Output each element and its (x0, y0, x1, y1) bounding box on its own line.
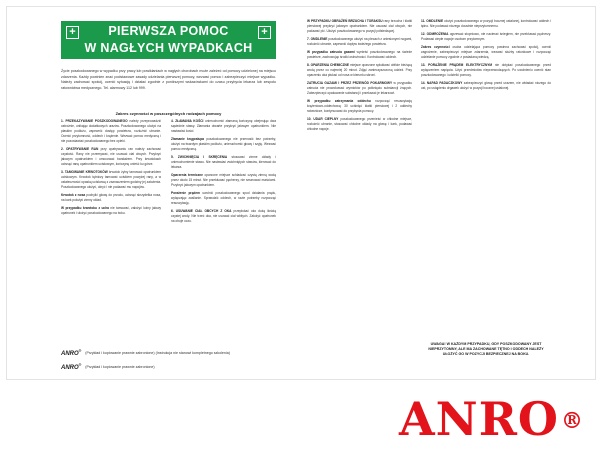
text-column-2 (171, 119, 276, 227)
instruction-section (421, 19, 551, 29)
poster-title-line2: W NAGŁYCH WYPADKACH (84, 41, 253, 55)
instruction-text: rany brzucha i klatki piersiowej przykryć jałowym opatrunkiem. Nie usuwać ciał obcych, nie podawać pić. Ułożyć poszkodowanego w pozycji półsiedzącej. (307, 19, 413, 33)
instruction-heading: 12. ODMROŻENIA (421, 32, 449, 36)
first-aid-cross-icon: + (258, 26, 271, 39)
instruction-heading: 3. TAMOWANIE KRWOTOKÓW (61, 170, 108, 174)
instruction-text: poszkodowanego przenieść w chłodne miejsce, rozluźnić ubranie, stosować chłodne okłady na głowę i kark, podawać chłodne napoje. (307, 117, 413, 131)
instruction-section (171, 209, 276, 224)
instruction-text: zabezpieczyć głowę przed urazem, nie wkładać niczego do ust, po ustąpieniu drgawek ułożyć w pozycji bocznej ustalonej. (421, 81, 552, 90)
anro-small-logo: ANRO® (61, 349, 82, 357)
instruction-heading: 11. OMDLENIE (421, 19, 444, 23)
text-column-3 (307, 19, 412, 135)
instruction-text: ogrzewać stopniowo, nie nacierać śniegiem, nie przekłuwać pęcherzy. Podawać ciepłe napoje osobom przytomnym. (421, 32, 551, 41)
text-column-4 (421, 19, 551, 94)
poster-title-banner (61, 21, 276, 59)
brand-name: ANRO (398, 392, 559, 446)
instruction-section (61, 193, 161, 203)
text-column-1 (61, 119, 161, 219)
instruction-heading: 8. OPARZENIA CHEMICZNE (307, 63, 349, 67)
instruction-heading: 7. OMDLENIE (307, 37, 328, 41)
footnotes (61, 349, 230, 377)
instruction-section (307, 81, 412, 96)
instruction-heading: 6. USUWANIE CIAŁ OBCYCH Z OKA (171, 209, 232, 213)
instruction-text: stosować zimne okłady i unieruchomienie stawu. Nie nastawiać zwichniętych stawów, kierować do lekarza. (171, 155, 276, 169)
instruction-text: unieruchomić złamaną kończynę obejmując dwa sąsiednie stawy. Złamania otwarte przykryć jałowym opatrunkiem. Nie nastawiać kości. (171, 119, 277, 133)
instruction-heading: Oparzenia termiczne (171, 173, 203, 177)
instruction-text: oparzone miejsce schładzać czystą zimną wodą przez około 15 minut. Nie przekłuwać pęcherzy, nie smarować maściami. Przykryć jałowym opatrunkiem. (171, 173, 276, 187)
intro-heading: Zakres czynności w poszczególnych rodzajach pomocy (115, 111, 222, 116)
instruction-section (307, 99, 412, 114)
instruction-section (421, 63, 551, 78)
intro-paragraph: Życie poszkodowanego w wypadku przy pracy lub powikłaniach w nagłych chorobach może zależeć od pomocy udzielonej na miejscu zdarzenia. Każdy powinien znać podstawowe zasady udzielania pierwszej pomocy, wezwać pomoc i zabezpieczyć miejsce wypadku. Należy zachować spokój, ocenić sytuację i działać zgodnie z poniższymi wskazówkami do czasu przybycia lekarza lub zespołu ratownictwa medycznego. Tel. alarmowy 112 lub 999. (61, 69, 276, 90)
instruction-section (61, 170, 161, 190)
instruction-heading: ZATRUCIA GAZAMI I PRZEZ PRZEWÓD POKARMOWY (307, 81, 393, 85)
instruction-section (307, 63, 412, 78)
instruction-heading: 5. ZWICHNIĘCIA I SKRĘCENIA (171, 155, 228, 159)
instruction-heading: 10. UDAR CIEPLNY (307, 117, 339, 121)
instruction-text: poszkodowanego ułożyć na plecach z uniesionymi nogami, rozluźnić ubranie, zapewnić dopływ świeżego powietrza. (307, 37, 412, 46)
instruction-heading: 14. NAPAD PADACZKOWY (421, 81, 463, 85)
instruction-section (61, 206, 161, 216)
instruction-text: w przypadku zatrucia nie prowokować wymiotów po połknięciu substancji żrących. Zabezpieczyć opakowanie substancji i przekazać je lekarzowi. (307, 81, 412, 95)
footnote-2 (61, 363, 230, 371)
instruction-text: poszkodowanego nie przenosić bez potrzeby, ułożyć na twardym płaskim podłożu, unieruchomić głowę i szyję. Wezwać pomoc medyczną. (171, 137, 277, 151)
instruction-heading: Porażenie prądem (171, 191, 200, 195)
instruction-text: pochylić głowę do przodu, ucisnąć skrzydełka nosa, na kark położyć zimny okład. (61, 193, 161, 202)
instruction-heading: 1. PRZEKAZYWANIE POSZKODOWANEGO (61, 119, 128, 123)
instruction-heading: W przypadku krwotoku z ucha (61, 206, 109, 210)
instruction-section (171, 137, 276, 152)
instruction-heading: W przypadku zatrucia gazami (307, 50, 355, 54)
instruction-section (307, 19, 412, 34)
instruction-heading: 13. PORAŻENIE PRĄDEM ELEKTRYCZNYM (421, 63, 493, 67)
instruction-section (307, 117, 412, 132)
instruction-section (171, 155, 276, 170)
instruction-heading: 2. OPATRYWANIE RAN (61, 147, 99, 151)
instruction-text: przepłukać oko dużą ilością czystej wody. Nie trzeć oka, nie usuwać ciał wbitych. Założyć opatrunek na oboje oczu. (171, 209, 276, 223)
instruction-heading: Zakres czynności (421, 45, 450, 49)
instruction-heading: W PRZYPADKU OBRAŻEŃ BRZUCHA I TORAKSU (307, 19, 383, 23)
instruction-text: nie dotykać poszkodowanego przed wyłączeniem napięcia. Użyć przedmiotów nieprzewodzących. Po uwolnieniu ocenić stan poszkodowanego i udzielić pomocy. (421, 63, 551, 77)
instruction-heading: 4. ZŁAMANIA KOŚCI (171, 119, 204, 123)
instruction-section (421, 45, 551, 60)
poster-title-line1: PIERWSZA POMOC (108, 24, 229, 38)
instruction-text: osoba udzielająca pomocy powinna zachować spokój, ocenić zagrożenie, zabezpieczyć miejsce zdarzenia, wezwać służby ratunkowe i rozpocząć udzielanie pomocy zgodnie z posiadaną wiedzą. (421, 45, 552, 59)
instruction-text: ułożyć poszkodowanego w pozycji bocznej ustalonej, kontrolować oddech i tętno. Nie podawać niczego doustnie nieprzytomnemu. (421, 19, 552, 28)
instruction-text: rozpocząć resuscytację krążeniowo-oddechową: 30 uciśnięć klatki piersiowej i 2 oddechy ratownicze, kontynuować do przybycia pomocy. (307, 99, 412, 113)
instruction-section (421, 32, 551, 42)
instruction-text: należy przeprowadzić ostrożnie, unikając dodatkowych urazów. Poszkodowanego ułożyć na płaskim podłożu, zapewnić dostęp powietrza, rozluźnić ubranie. Ocenić przytomność, oddech i krążenie. Wezwać pomoc medyczną i nie pozostawiać poszkodowanego bez opieki. (61, 119, 161, 143)
anro-brand-logo (399, 394, 584, 444)
instruction-text: krwotok żylny tamować opatrunkiem uciskowym. Krwotok tętniczy tamować uciskiem powyżej rany, a w ostateczności opaską uciskową z zaznaczeniem godziny jej założenia. Poszkodowanego ułożyć, okryć i nie podawać mu napojów. (61, 170, 161, 189)
instruction-text: miejsce oparzone spłukiwać obficie bieżącą wodą przez co najmniej 20 minut. Zdjąć zanieczyszczoną odzież. Przy oparzeniu oka płukać od nosa w kierunku skroni. (307, 63, 412, 77)
instruction-text: przy opatrywaniu ran należy zachować czystość. Rany nie przemywać, nie usuwać ciał obcych. Przykryć jałowym opatrunkiem i umocować bandażem. Przy krwotokach ucisnąć ranę opatrunkiem uciskowym, kończynę unieść ku górze. (61, 147, 161, 166)
instruction-section (307, 37, 412, 47)
instruction-section (421, 81, 551, 91)
instruction-section (171, 191, 276, 206)
instruction-heading: Krwotok z nosa (61, 193, 86, 197)
footnote-1 (61, 349, 230, 357)
first-aid-poster (6, 6, 596, 380)
instruction-section (61, 147, 161, 167)
closing-warning: UWAGA! W KAŻDYM PRZYPADKU, GDY POSZKODOWANY JEST NIEPRZYTOMNY, ALE MA ZACHOWANE TĘTNO I ODDECH NALEŻY UŁOŻYĆ GO W POZYCJI BEZPIECZNEJ NA BOKU. (428, 342, 544, 356)
instruction-section (171, 119, 276, 134)
instruction-section (61, 119, 161, 144)
footnote-text: (Przykład i kopiowanie prawnie zabronione) (Instrukcja nie stanowi kompletnego szkolenia) (85, 350, 230, 355)
footnote-text: (Przykład i kopiowanie prawnie zabronione) (85, 364, 155, 369)
registered-mark: ® (561, 408, 584, 434)
instruction-heading: Złamanie kręgosłupa (171, 137, 205, 141)
anro-small-logo: ANRO® (61, 363, 82, 371)
instruction-heading: W przypadku zatrzymania oddechu (307, 99, 371, 103)
instruction-text: uwolnić poszkodowanego spod działania prądu, wyłączając zasilanie. Sprawdzić oddech, w razie potrzeby rozpocząć resuscytację. (171, 191, 277, 205)
instruction-section (171, 173, 276, 188)
instruction-text: wynieść poszkodowanego na świeże powietrze, zachowując środki ostrożności. Kontrolować oddech. (307, 50, 412, 59)
instruction-text: nie tamować, założyć luźny jałowy opatrunek i ułożyć poszkodowanego na boku. (61, 206, 161, 215)
first-aid-cross-icon: + (66, 26, 79, 39)
instruction-section (307, 50, 412, 60)
